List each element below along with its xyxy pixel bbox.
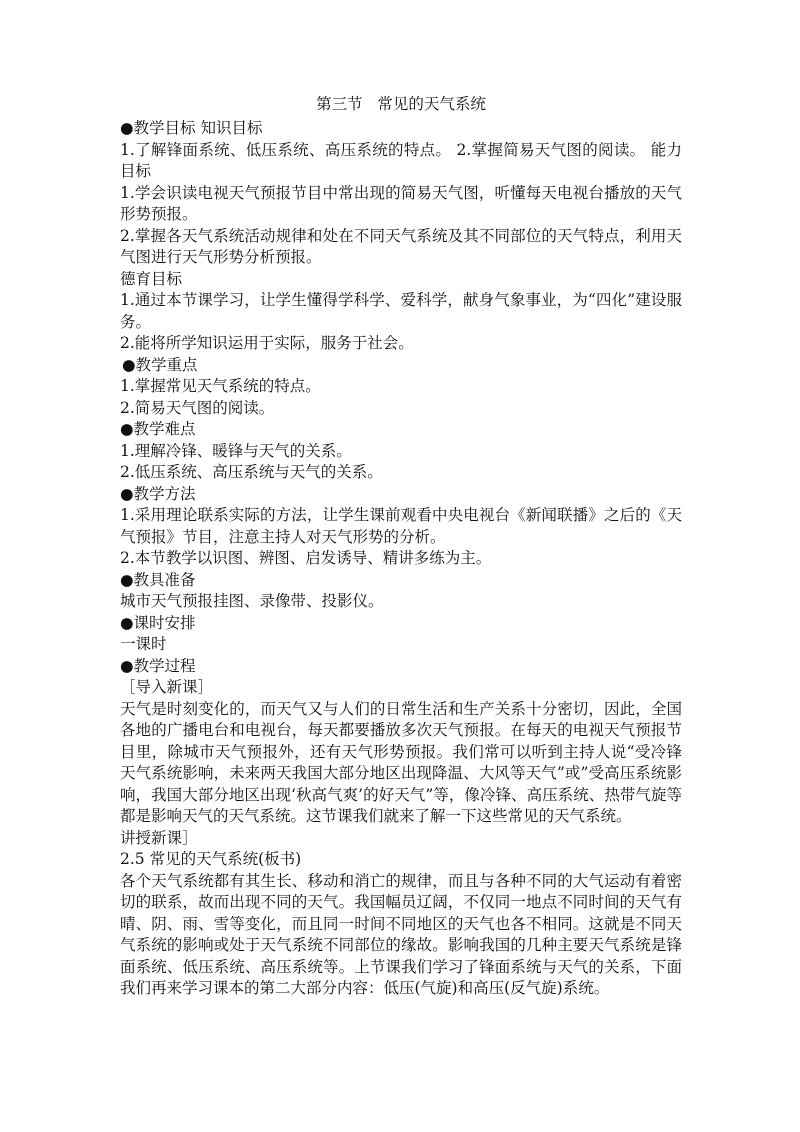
section-heading: ●课时安排 (120, 613, 196, 632)
paragraph: 1.采用理论联系实际的方法，让学生课前观看中央电视台《新闻联播》之后的《天气预报》节目，注意主持人对天气形势的分析。 (120, 506, 682, 546)
document-body (120, 118, 682, 1000)
paragraph: 1.掌握常见天气系统的特点。 (120, 377, 321, 395)
paragraph: 一课时 (120, 635, 167, 653)
paragraph: 2.本节教学以识图、辨图、启发诱导、精讲多练为主。 (120, 549, 492, 567)
paragraph: 天气是时刻变化的，而天气又与人们的日常生活和生产关系十分密切，因此，全国各地的广播电台和电视台，每天都要播放多次天气预报。在每天的电视天气预报节目里，除城市天气预报外，还有天气形势预报。我们常可以听到主持人说“受冷锋天气系统影响，未来两天我国大部分地区出现降温、大风等天气”或”受高压系统影响，我国大部分地区出现‘秋高气爽’的好天气”等，像冷锋、高压系统、热带气旋等都是影响天气的天气系统。这节课我们就来了解一下这些常见的天气系统。 (120, 699, 682, 825)
paragraph: 2.简易天气图的阅读。 (120, 398, 275, 417)
paragraph: 2.5 常见的天气系统(板书) (120, 850, 302, 868)
paragraph: 城市天气预报挂图、录像带、投影仪。 (120, 592, 384, 610)
page-title: 第三节 常见的天气系统 (316, 95, 486, 113)
paragraph: ［导入新课］ (120, 678, 214, 696)
section-heading: ●教学重点 (122, 355, 198, 374)
paragraph: 1.了解锋面系统、低压系统、高压系统的特点。 2.掌握简易天气图的阅读。 能力目标 (120, 140, 682, 180)
section-heading: ●教学过程 (120, 656, 196, 675)
section-heading: ●教具准备 (120, 570, 196, 589)
paragraph: 各个天气系统都有其生长、移动和消亡的规律，而且与各种不同的大气运动有着密切的联系，故而出现不同的天气。我国幅员辽阔，不仅同一地点不同时间的天气有晴、阴、雨、雪等变化，而且同一时间不同地区的天气也各不相同。这就是不同天气系统的影响或处于天气系统不同部位的缘故。影响我国的几种主要天气系统是锋面系统、低压系统、高压系统等。上节课我们学习了锋面系统与天气的关系，下面我们再来学习课本的第二大部分内容：低压(气旋)和高压(反气旋)系统。 (120, 871, 682, 997)
paragraph: 2.掌握各天气系统活动规律和处在不同天气系统及其不同部位的天气特点，利用天气图进行天气形势分析预报。 (120, 226, 682, 266)
paragraph: 2.低压系统、高压系统与天气的关系。 (120, 463, 383, 481)
paragraph: 1.学会识读电视天气预报节目中常出现的简易天气图，听懂每天电视台播放的天气形势预报。 (120, 183, 682, 223)
section-heading: ●教学目标 知识目标 (120, 119, 263, 137)
section-heading: ●教学方法 (120, 484, 196, 503)
document-page (120, 92, 682, 1000)
paragraph: 1.通过本节课学习，让学生懂得学科学、爱科学，献身气象事业，为“四化”建设服务。 (120, 291, 682, 331)
paragraph: 2.能将所学知识运用于实际，服务于社会。 (120, 334, 414, 352)
paragraph: 1.理解冷锋、暖锋与天气的关系。 (120, 441, 352, 460)
section-heading: 德育目标 (120, 269, 183, 288)
paragraph: 讲授新课］ (120, 828, 198, 847)
section-heading: ●教学难点 (120, 420, 196, 438)
